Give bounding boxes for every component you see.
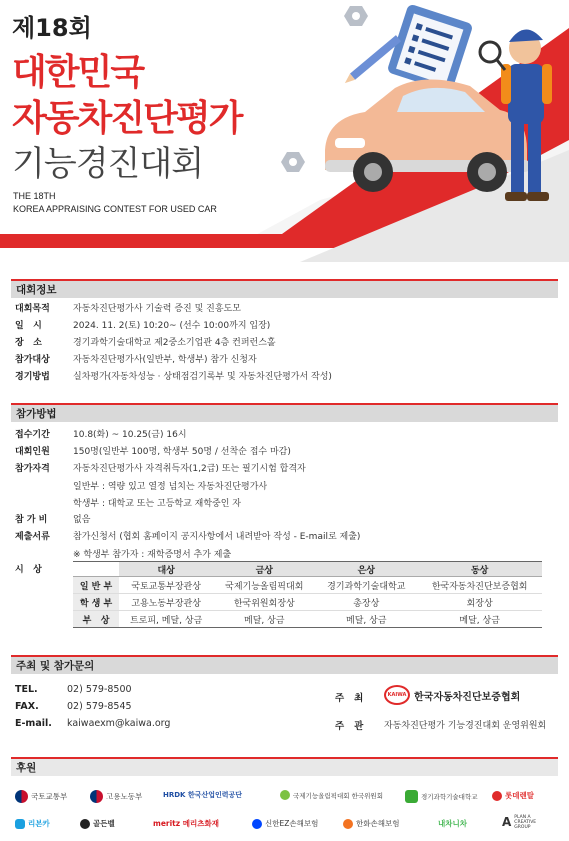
edition-label: 제18회 xyxy=(12,14,92,42)
method-label: 참 가 비 xyxy=(15,515,48,525)
qual-student: 학생부 : 대학교 또는 고등학교 재학중인 자 xyxy=(73,499,241,509)
sponsor-name: HRDK 한국산업인력공단 xyxy=(163,791,243,799)
sponsor-name: 리본카 xyxy=(28,819,50,828)
tel-value[interactable]: 02) 579-8500 xyxy=(67,684,132,695)
award-cell: 국토교통부장관상 xyxy=(119,577,213,594)
worldskills-logo-icon xyxy=(280,790,290,800)
method-label: 접수기간 xyxy=(15,430,50,440)
method-value: 자동차진단평가사 자격취득자(1,2급) 또는 필기시험 합격자 xyxy=(73,464,306,474)
sponsor-reborncar xyxy=(15,818,50,829)
award-cell: 메달, 상금 xyxy=(315,611,417,628)
government-emblem-icon xyxy=(90,790,103,803)
award-cell: 고용노동부장관상 xyxy=(119,594,213,611)
award-cell: 메달, 상금 xyxy=(213,611,315,628)
info-value: 자동차진단평가사(일반부, 학생부) 참가 신청자 xyxy=(73,355,257,365)
award-table xyxy=(73,561,542,628)
award-row-general xyxy=(73,577,542,594)
host-name: 한국자동차진단보증협회 xyxy=(414,691,521,703)
sponsor-name: 경기과학기술대학교 xyxy=(421,793,478,801)
sponsor-name: 한화손해보험 xyxy=(356,819,400,828)
hanwha-logo-icon xyxy=(343,819,353,829)
header xyxy=(0,0,569,262)
sponsor-naechanicha xyxy=(438,818,467,829)
award-cell: 한국위원회장상 xyxy=(213,594,315,611)
fax-label: FAX. xyxy=(15,701,39,712)
award-header: 동상 xyxy=(417,562,542,577)
car-icon xyxy=(325,79,530,192)
goldenbell-logo-icon xyxy=(80,819,90,829)
sponsor-hrdk xyxy=(163,790,242,800)
sponsor-name: 국제기능올림픽대회 한국위원회 xyxy=(293,791,383,800)
government-emblem-icon xyxy=(15,790,28,803)
section-info-bar xyxy=(11,281,558,298)
sponsor-moel xyxy=(90,790,142,803)
sponsor-name: 내차니차 xyxy=(438,819,467,828)
info-label: 경기방법 xyxy=(15,372,50,382)
method-label: 대회인원 xyxy=(15,447,50,457)
award-header: 대상 xyxy=(119,562,213,577)
method-value: 없음 xyxy=(73,515,91,525)
sponsor-shinhan xyxy=(252,818,318,829)
info-value: 실차평가(자동차성능 · 상태점검기록부 및 자동차진단평가서 작성) xyxy=(73,372,332,382)
award-cell: 총장상 xyxy=(315,594,417,611)
award-header-row xyxy=(73,562,542,577)
award-row-student xyxy=(73,594,542,611)
organizer-name: 자동차진단평가 기능경진대회 운영위원회 xyxy=(384,721,547,731)
sponsor-meritz xyxy=(153,818,219,829)
section-sponsor-heading: 후원 xyxy=(16,762,37,774)
sponsor-molit xyxy=(15,790,67,803)
award-header: 은상 xyxy=(315,562,417,577)
title-line-1: 대한민국 xyxy=(12,52,144,93)
info-value: 2024. 11. 2(토) 10:20~ (선수 10:00까지 입장) xyxy=(73,321,271,331)
method-value: 150명(일반부 100명, 학생부 50명 / 선착순 접수 마감) xyxy=(73,447,291,457)
method-label: 제출서류 xyxy=(15,532,50,542)
info-label: 장 소 xyxy=(15,338,42,348)
method-label: 참가자격 xyxy=(15,464,50,474)
award-cell: 한국자동차진단보증협회 xyxy=(417,577,542,594)
section-sponsor-bar xyxy=(11,759,558,776)
section-info-heading: 대회정보 xyxy=(16,284,57,296)
info-value: 경기과학기술대학교 제2중소기업관 4층 컨퍼런스홀 xyxy=(73,338,276,348)
sponsor-name: 골든벨 xyxy=(93,819,115,828)
sponsor-name: 고용노동부 xyxy=(106,792,143,801)
sponsor-lotte xyxy=(492,790,534,801)
title-line-3: 기능경진대회 xyxy=(12,144,204,184)
sponsor-gtec xyxy=(405,790,478,803)
car-mechanic-illustration xyxy=(265,0,565,220)
award-row-label: 학 생 부 xyxy=(73,594,119,611)
sponsor-name: 신한EZ손해보험 xyxy=(265,819,319,828)
section-method-bar xyxy=(11,405,558,422)
sponsor-goldenbell xyxy=(80,818,115,829)
english-title-line-1: THE 18TH xyxy=(13,191,56,201)
award-row-label: 부 상 xyxy=(73,611,119,628)
qual-general: 일반부 : 역량 있고 열정 넘치는 자동차진단평가사 xyxy=(73,482,268,492)
sponsor-worldskills xyxy=(280,790,383,800)
award-cell: 메달, 상금 xyxy=(417,611,542,628)
tel-label: TEL. xyxy=(15,684,38,695)
organizer-label: 주 관 xyxy=(335,721,364,732)
method-label: 시 상 xyxy=(15,565,42,575)
sponsor-hanwha xyxy=(343,818,399,829)
method-value: 참가신청서 (협회 홈페이지 공지사항에서 내려받아 작성 - E-mail로 제출) xyxy=(73,532,361,542)
award-cell: 회장상 xyxy=(417,594,542,611)
kaiwa-logo-icon: KAIWA xyxy=(384,685,410,705)
award-header: 금상 xyxy=(213,562,315,577)
info-label: 참가대상 xyxy=(15,355,50,365)
gtec-logo-icon xyxy=(405,790,418,803)
title-line-2: 자동차진단평가 xyxy=(12,98,242,139)
info-label: 일 시 xyxy=(15,321,42,331)
award-cell: 국제기능올림픽대회 xyxy=(213,577,315,594)
section-contact-heading: 주최 및 참가문의 xyxy=(16,660,95,672)
reborncar-logo-icon xyxy=(15,819,25,829)
section-contact-bar xyxy=(11,657,558,674)
fax-value: 02) 579-8545 xyxy=(67,701,132,712)
award-cell: 경기과학기술대학교 xyxy=(315,577,417,594)
sponsor-plan-a xyxy=(502,815,550,830)
method-value: 10.8(화) ~ 10.25(금) 16시 xyxy=(73,430,187,440)
sponsor-name: 롯데렌탈 xyxy=(505,791,534,800)
award-corner xyxy=(73,562,119,577)
docs-note: ※ 학생부 참가자 : 재학증명서 추가 제출 xyxy=(73,550,232,560)
sponsor-name: meritz 메리츠화재 xyxy=(153,819,219,828)
email-label: E-mail. xyxy=(15,718,52,729)
english-title xyxy=(13,190,217,216)
english-title-line-2: KOREA APPRAISING CONTEST FOR USED CAR xyxy=(13,204,217,214)
info-value: 자동차진단평가사 기술력 증진 및 진흥도모 xyxy=(73,304,241,314)
info-label: 대회목적 xyxy=(15,304,50,314)
sponsor-name: PLAN A CREATIVE GROUP xyxy=(514,815,537,830)
host-label: 주 최 xyxy=(335,693,364,704)
award-cell: 트로피, 메달, 상금 xyxy=(119,611,213,628)
plan-a-logo-icon: A xyxy=(502,815,512,829)
sponsor-name: 국토교통부 xyxy=(31,792,68,801)
award-row-label: 일 반 부 xyxy=(73,577,119,594)
email-link[interactable]: kaiwaexm@kaiwa.org xyxy=(67,718,171,729)
section-method-heading: 참가방법 xyxy=(16,408,57,420)
shinhan-logo-icon xyxy=(252,819,262,829)
lotte-logo-icon xyxy=(492,791,502,801)
award-row-prize xyxy=(73,611,542,628)
host-org xyxy=(384,685,520,705)
